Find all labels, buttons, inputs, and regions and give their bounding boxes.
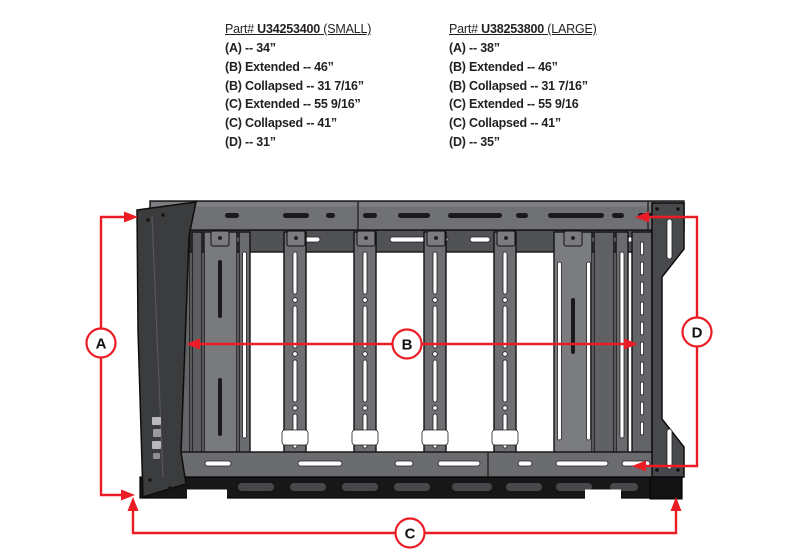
spec-row: (B) Extended -- 46” — [449, 59, 558, 74]
spec-row: (C) Extended -- 55 9/16” — [225, 97, 361, 112]
dimension-d-label: D — [691, 324, 703, 342]
spec-row: (A) -- 34” — [225, 41, 276, 55]
spec-row: (A) -- 38” — [449, 41, 500, 55]
dimension-a — [87, 212, 139, 501]
bottom-tab-cutouts — [282, 430, 518, 445]
spec-row: (B) Extended -- 46” — [225, 59, 334, 74]
dimension-b-label: B — [401, 336, 413, 354]
part-number-small: U34253400 — [257, 22, 320, 36]
part-size-label: (SMALL) — [320, 22, 372, 36]
spec-row: (C) Collapsed -- 41” — [449, 116, 561, 131]
right-side-panel — [650, 203, 684, 499]
part-prefix: Part# — [225, 22, 258, 36]
part-number-large: U38253800 — [481, 22, 544, 36]
bottom-rail — [140, 477, 682, 499]
part-prefix: Part# — [449, 22, 482, 36]
spec-row: (D) -- 35” — [449, 134, 500, 149]
dimension-c — [128, 497, 682, 548]
front-rail — [150, 452, 682, 478]
spec-row: (D) -- 31” — [225, 134, 276, 149]
spec-row: (C) Extended -- 55 9/16 — [449, 97, 579, 112]
dimension-a-label: A — [95, 335, 107, 353]
part-size-label: (LARGE) — [544, 22, 597, 36]
spec-row: (B) Collapsed -- 31 7/16” — [225, 78, 364, 93]
dimension-c-label: C — [404, 525, 416, 543]
top-rail — [150, 201, 684, 230]
spec-row: (B) Collapsed -- 31 7/16” — [449, 78, 588, 93]
spec-row: (C) Collapsed -- 41” — [225, 116, 337, 131]
